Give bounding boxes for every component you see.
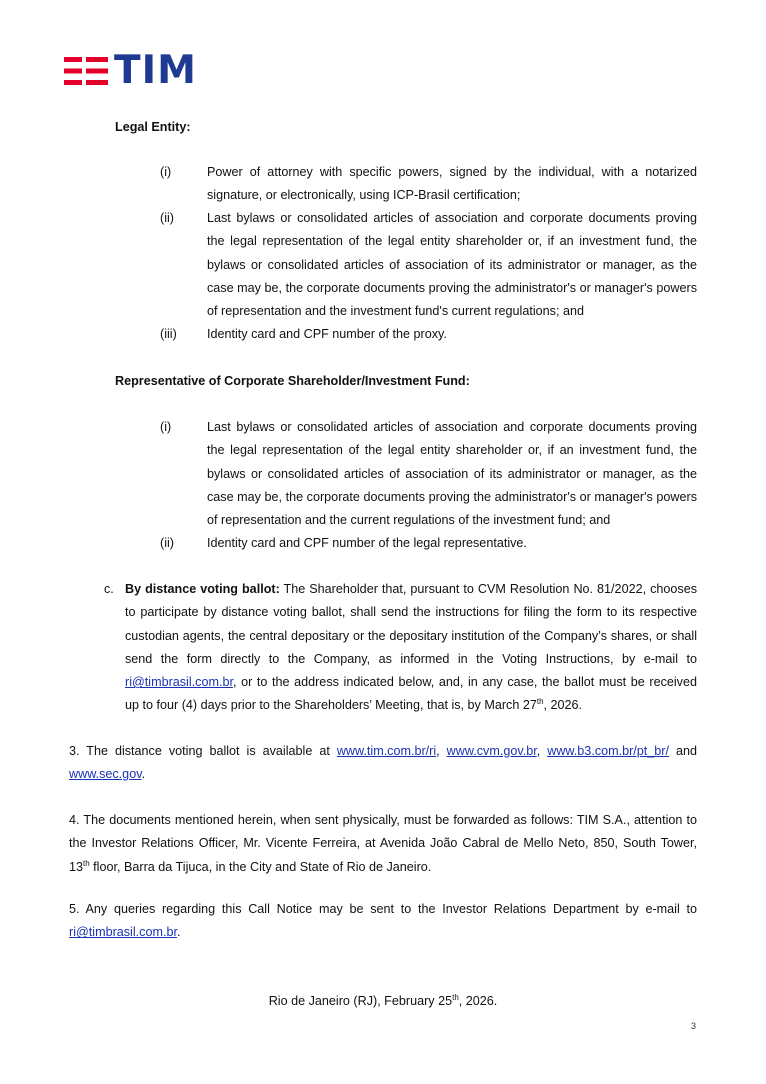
paragraph-text: floor, Barra da Tijuca, in the City and State of Rio de Janeiro. <box>89 859 432 874</box>
list-item-text: Last bylaws or consolidated articles of association and corporate documents proving the legal representation of the legal entity shareholder or, if an investment fund, the bylaws or consolidated articles of association of its administrator or manager, as the case may be, the corporate documents proving the administrator's or manager's powers of representation and the investment fund's current regulations; and <box>207 211 697 319</box>
list-item-number: (iii) <box>160 327 177 341</box>
item-c-text: The Shareholder that, pursuant to CVM Resolution No. 81/2022, chooses to participate by distance voting ballot, shall send the instructions for filing the form to its respective custodian agents, the central depositary or the depositary institution of the Company’s shares, or shall send the form directly to the Company, as informed in the Voting Instructions, by e-mail to <box>125 582 697 666</box>
paragraph-5 <box>69 898 697 945</box>
list-item-text: Identity card and CPF number of the legal representative. <box>207 536 527 550</box>
sec-link[interactable]: www.sec.gov <box>69 767 142 782</box>
list-item-number: (i) <box>160 165 172 179</box>
list-item-number: (ii) <box>160 536 174 550</box>
paragraph-text: and <box>669 744 698 758</box>
logo-text: TIM <box>114 48 197 93</box>
closing-text: Rio de Janeiro (RJ), February 25 <box>268 994 453 1008</box>
b3-link[interactable]: www.b3.com.br/pt_br/ <box>547 744 670 758</box>
list-item-number: (i) <box>160 420 172 434</box>
superscript: th <box>452 992 459 1002</box>
paragraph-text: 3. The distance voting ballot is available at <box>69 744 337 758</box>
paragraph-4 <box>69 809 697 879</box>
item-c-paragraph <box>125 578 697 718</box>
closing-text: , 2026. <box>458 994 498 1008</box>
superscript: th <box>83 858 90 868</box>
tim-ri-link[interactable]: www.tim.com.br/ri <box>336 744 437 758</box>
page-number: 3 <box>691 1021 697 1031</box>
tim-logo <box>64 48 197 93</box>
ri-email-link[interactable]: ri@timbrasil.com.br <box>125 675 233 690</box>
paragraph-text: . <box>141 767 146 782</box>
item-c-lead: By distance voting ballot: <box>125 582 280 596</box>
list-item-text: Identity card and CPF number of the proxy. <box>207 327 447 341</box>
list-item-text: Power of attorney with specific powers, signed by the individual, with a notarized signature, or electronically, using ICP-Brasil certification; <box>207 165 697 203</box>
item-c-text: , 2026. <box>543 698 583 713</box>
cvm-link[interactable]: www.cvm.gov.br <box>446 744 537 758</box>
item-c-text: , or to the address indicated below, and, in any case, the ballot must be received up to four (4) days prior to the Shareholders’ Meeting, that is, by March 27 <box>125 675 697 713</box>
list-item-number: (ii) <box>160 211 174 225</box>
closing-date <box>0 990 766 1013</box>
paragraph-3 <box>69 740 697 787</box>
item-c-letter: c. <box>104 582 114 596</box>
list-item-text: Last bylaws or consolidated articles of association and corporate documents proving the legal representation of the legal entity shareholder or, if an investment fund, the bylaws or consolidated articles of association of its administrator or manager, as the case may be, the corporate documents proving the administrator's or manager's powers of representation and the current regulations of the investment fund; and <box>207 420 697 528</box>
separator: , <box>536 744 548 758</box>
legal-entity-heading: Legal Entity: <box>115 120 191 134</box>
paragraph-text: 4. The documents mentioned herein, when sent physically, must be forwarded as follows: TIM S.A., attention to the Investor Relations Officer, Mr. Vicente Ferreira, at Avenida João Cabral de Mello Neto, 850, South Tower, 13 <box>69 813 697 874</box>
separator: , <box>436 744 447 758</box>
representative-heading: Representative of Corporate Shareholder/Investment Fund: <box>115 374 470 388</box>
paragraph-text: . <box>176 925 181 940</box>
ri-email-link[interactable]: ri@timbrasil.com.br <box>69 925 177 940</box>
tim-logo-stripes-icon <box>64 55 108 87</box>
superscript: th <box>536 697 544 707</box>
paragraph-text: 5. Any queries regarding this Call Notice may be sent to the Investor Relations Department by e-mail to <box>69 902 697 916</box>
